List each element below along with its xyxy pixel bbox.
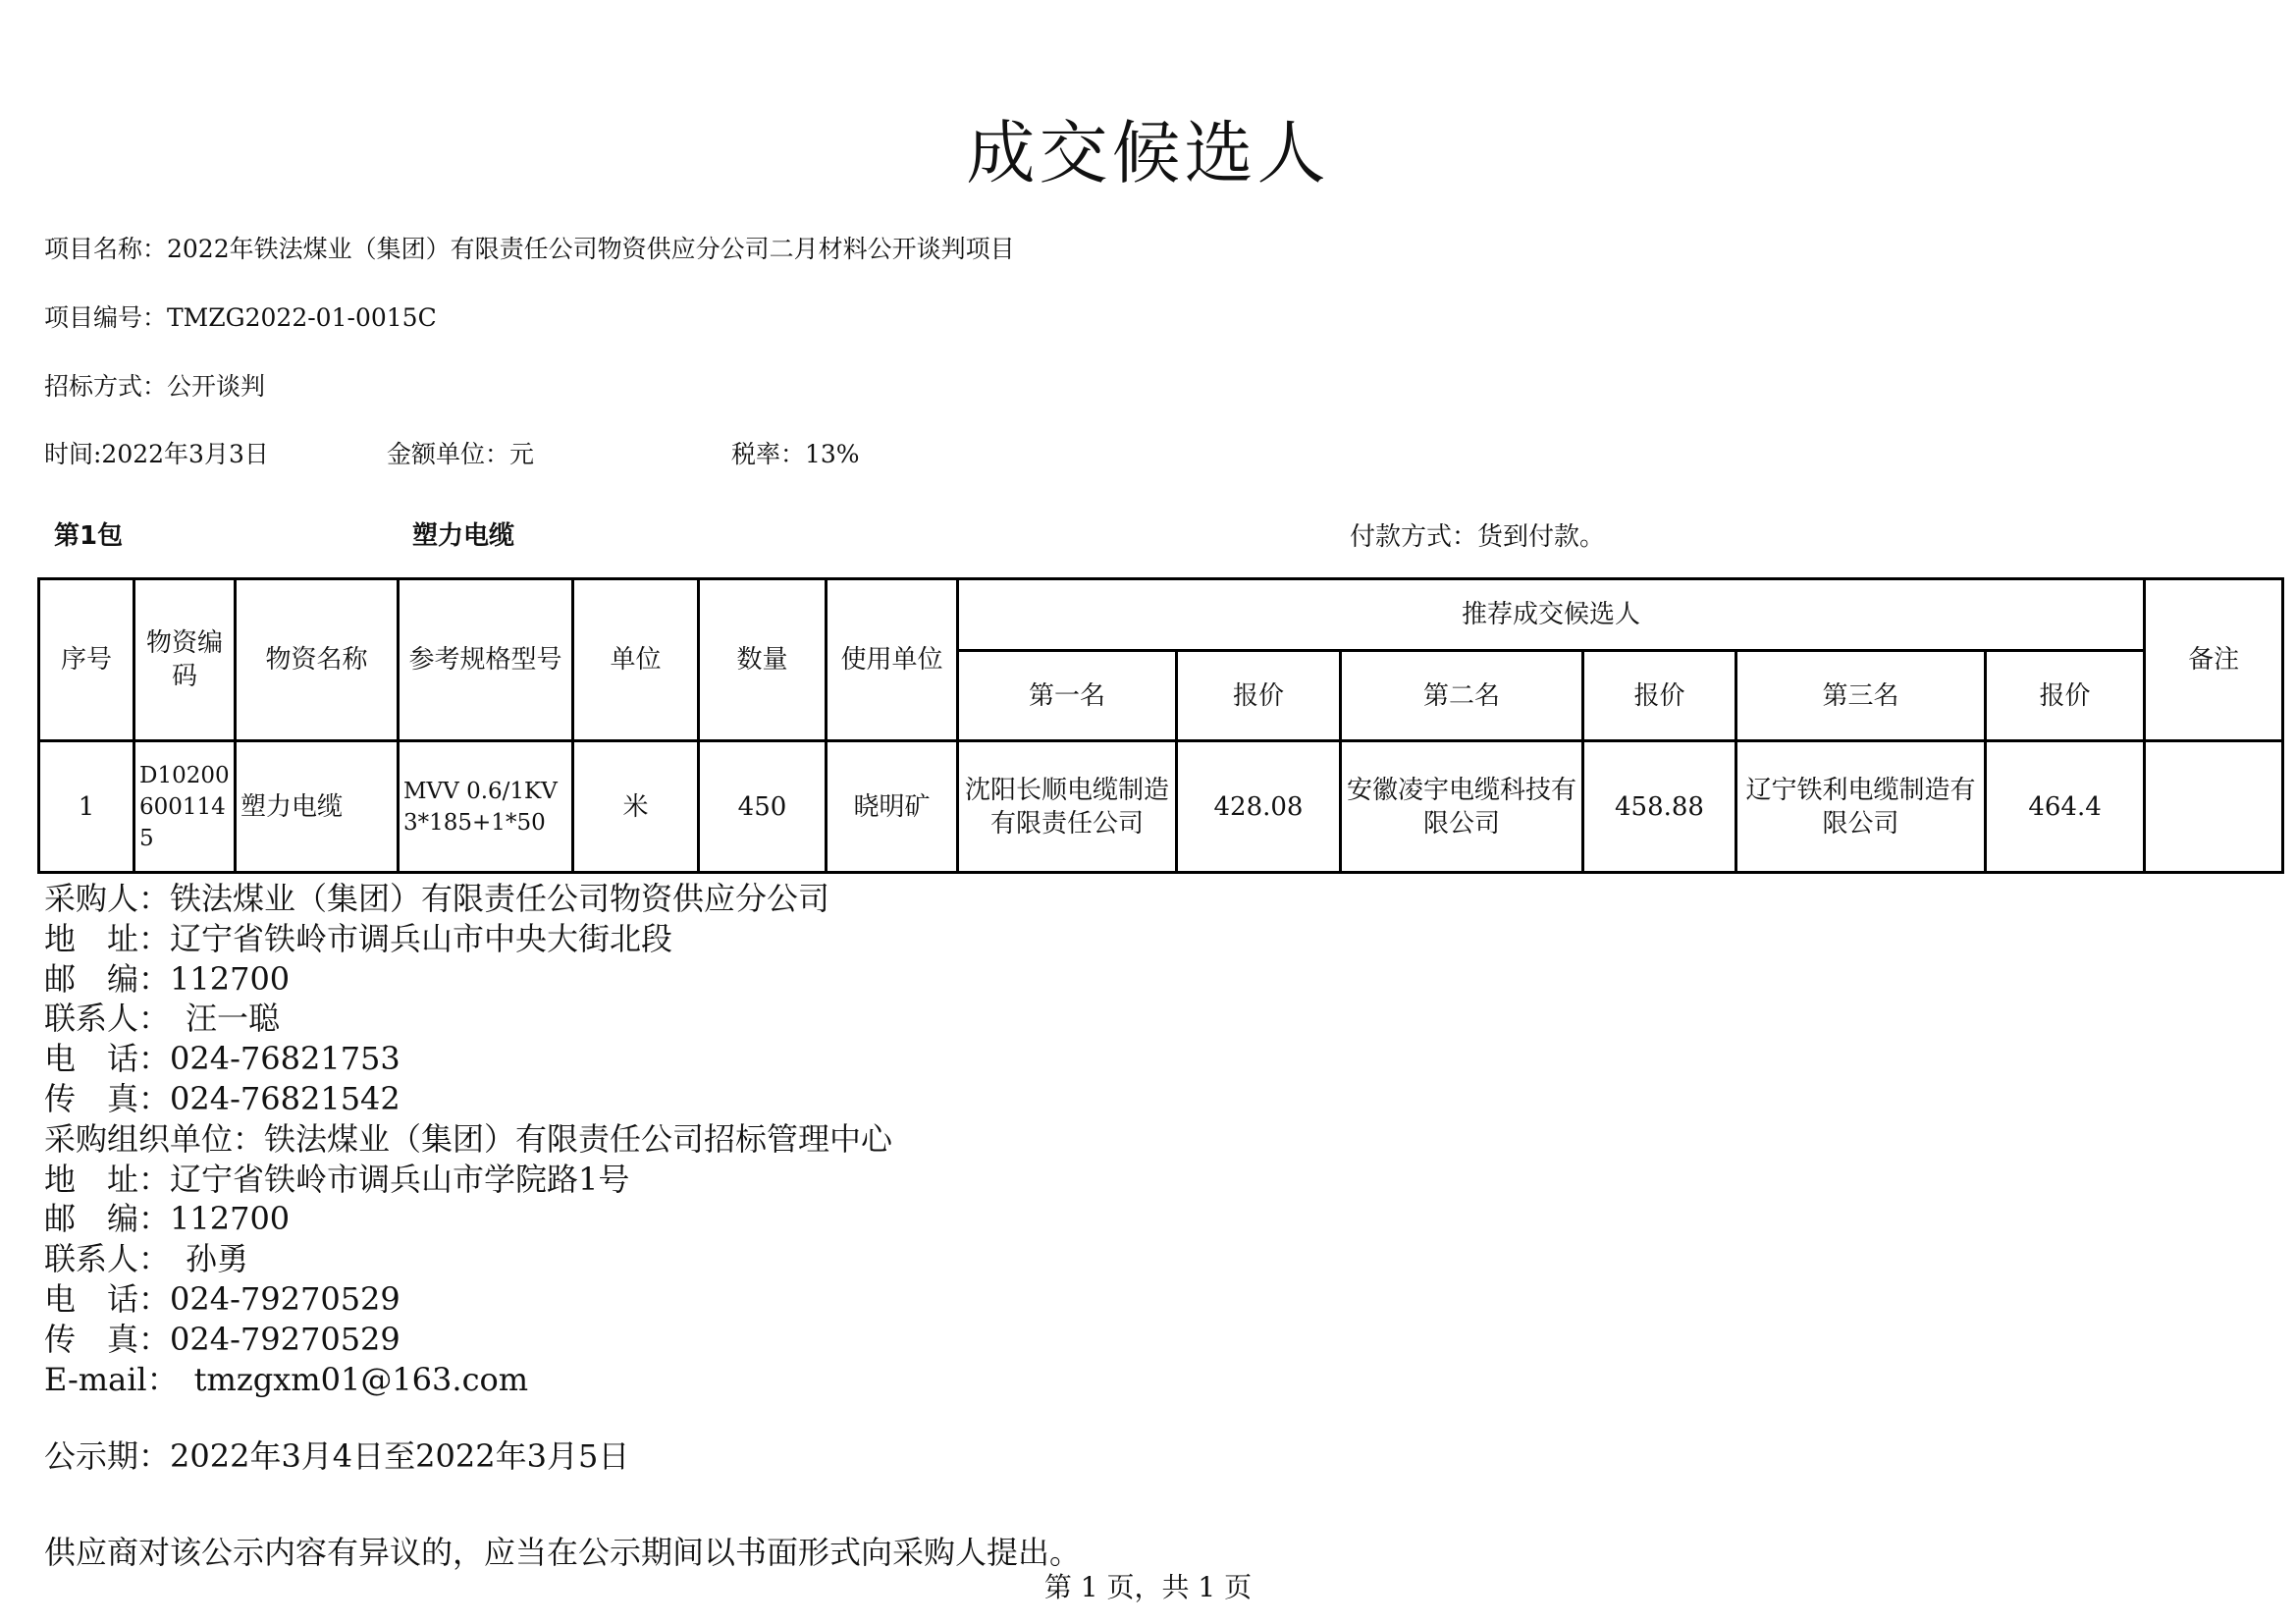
package-name: 塑力电缆 (412, 521, 515, 551)
cell-spec: MVV 0.6/1KV 3*185+1*50 (399, 741, 573, 873)
cell-code: D102006001145 (134, 741, 236, 873)
page-footer: 第 1 页，共 1 页 (1043, 1571, 1253, 1603)
project-name: 项目名称：2022年铁法煤业（集团）有限责任公司物资供应分公司二月材料公开谈判项目 (44, 235, 1015, 263)
cell-first: 沈阳长顺电缆制造有限责任公司 (958, 741, 1177, 873)
cell-seq: 1 (39, 741, 134, 873)
header-second: 第二名 (1341, 651, 1583, 741)
organizer: 采购组织单位：铁法煤业（集团）有限责任公司招标管理中心 (44, 1119, 893, 1158)
tax-rate: 税率：13% (731, 440, 860, 468)
objection-notice: 供应商对该公示内容有异议的，应当在公示期间以书面形式向采购人提出。 (44, 1534, 1082, 1571)
cell-remark (2145, 741, 2283, 873)
cell-unit: 米 (573, 741, 699, 873)
cell-name: 塑力电缆 (236, 741, 399, 873)
header-remark: 备注 (2145, 579, 2283, 741)
date: 时间:2022年3月3日 (44, 440, 269, 468)
purchaser-phone: 电 话：024-76821753 (44, 1040, 400, 1078)
header-qty: 数量 (699, 579, 827, 741)
table-row (39, 741, 2283, 873)
organizer-email: E-mail： tmzgxm01@163.com (44, 1360, 529, 1398)
organizer-postcode: 邮 编：112700 (44, 1200, 291, 1238)
purchaser: 采购人：铁法煤业（集团）有限责任公司物资供应分公司 (44, 880, 830, 917)
header-code: 物资编码 (134, 579, 236, 741)
header-price1: 报价 (1177, 651, 1341, 741)
contact-block (44, 879, 892, 1399)
header-seq: 序号 (39, 579, 134, 741)
cell-user: 晓明矿 (827, 741, 958, 873)
package-number: 第1包 (54, 521, 124, 551)
cell-price2: 458.88 (1583, 741, 1736, 873)
candidate-table (37, 577, 2284, 874)
header-user: 使用单位 (827, 579, 958, 741)
purchaser-fax: 传 真：024-76821542 (44, 1079, 400, 1117)
cell-third: 辽宁铁利电缆制造有限公司 (1736, 741, 1986, 873)
bid-method: 招标方式：公开谈判 (44, 372, 266, 401)
purchaser-address: 地 址：辽宁省铁岭市调兵山市中央大街北段 (44, 919, 673, 957)
header-name: 物资名称 (236, 579, 399, 741)
organizer-contact: 联系人： 孙勇 (44, 1240, 249, 1278)
cell-price3: 464.4 (1986, 741, 2145, 873)
page-title: 成交候选人 (966, 113, 1330, 193)
cell-qty: 450 (699, 741, 827, 873)
purchaser-contact: 联系人： 汪一聪 (44, 1000, 281, 1038)
project-code: 项目编号：TMZG2022-01-0015C (44, 303, 437, 332)
cell-second: 安徽凌宇电缆科技有限公司 (1341, 741, 1583, 873)
organizer-address: 地 址：辽宁省铁岭市调兵山市学院路1号 (44, 1160, 630, 1198)
header-recommended: 推荐成交候选人 (958, 579, 2145, 651)
header-price2: 报价 (1583, 651, 1736, 741)
payment-terms: 付款方式：货到付款。 (1350, 522, 1606, 552)
purchaser-postcode: 邮 编：112700 (44, 959, 291, 998)
header-spec: 参考规格型号 (399, 579, 573, 741)
header-price3: 报价 (1986, 651, 2145, 741)
organizer-phone: 电 话：024-79270529 (44, 1279, 400, 1318)
header-unit: 单位 (573, 579, 699, 741)
notice-period: 公示期：2022年3月4日至2022年3月5日 (44, 1437, 630, 1475)
table-header-row (39, 579, 2283, 651)
header-first: 第一名 (958, 651, 1177, 741)
currency-unit: 金额单位：元 (387, 440, 535, 468)
header-third: 第三名 (1736, 651, 1986, 741)
cell-price1: 428.08 (1177, 741, 1341, 873)
organizer-fax: 传 真：024-79270529 (44, 1320, 400, 1358)
